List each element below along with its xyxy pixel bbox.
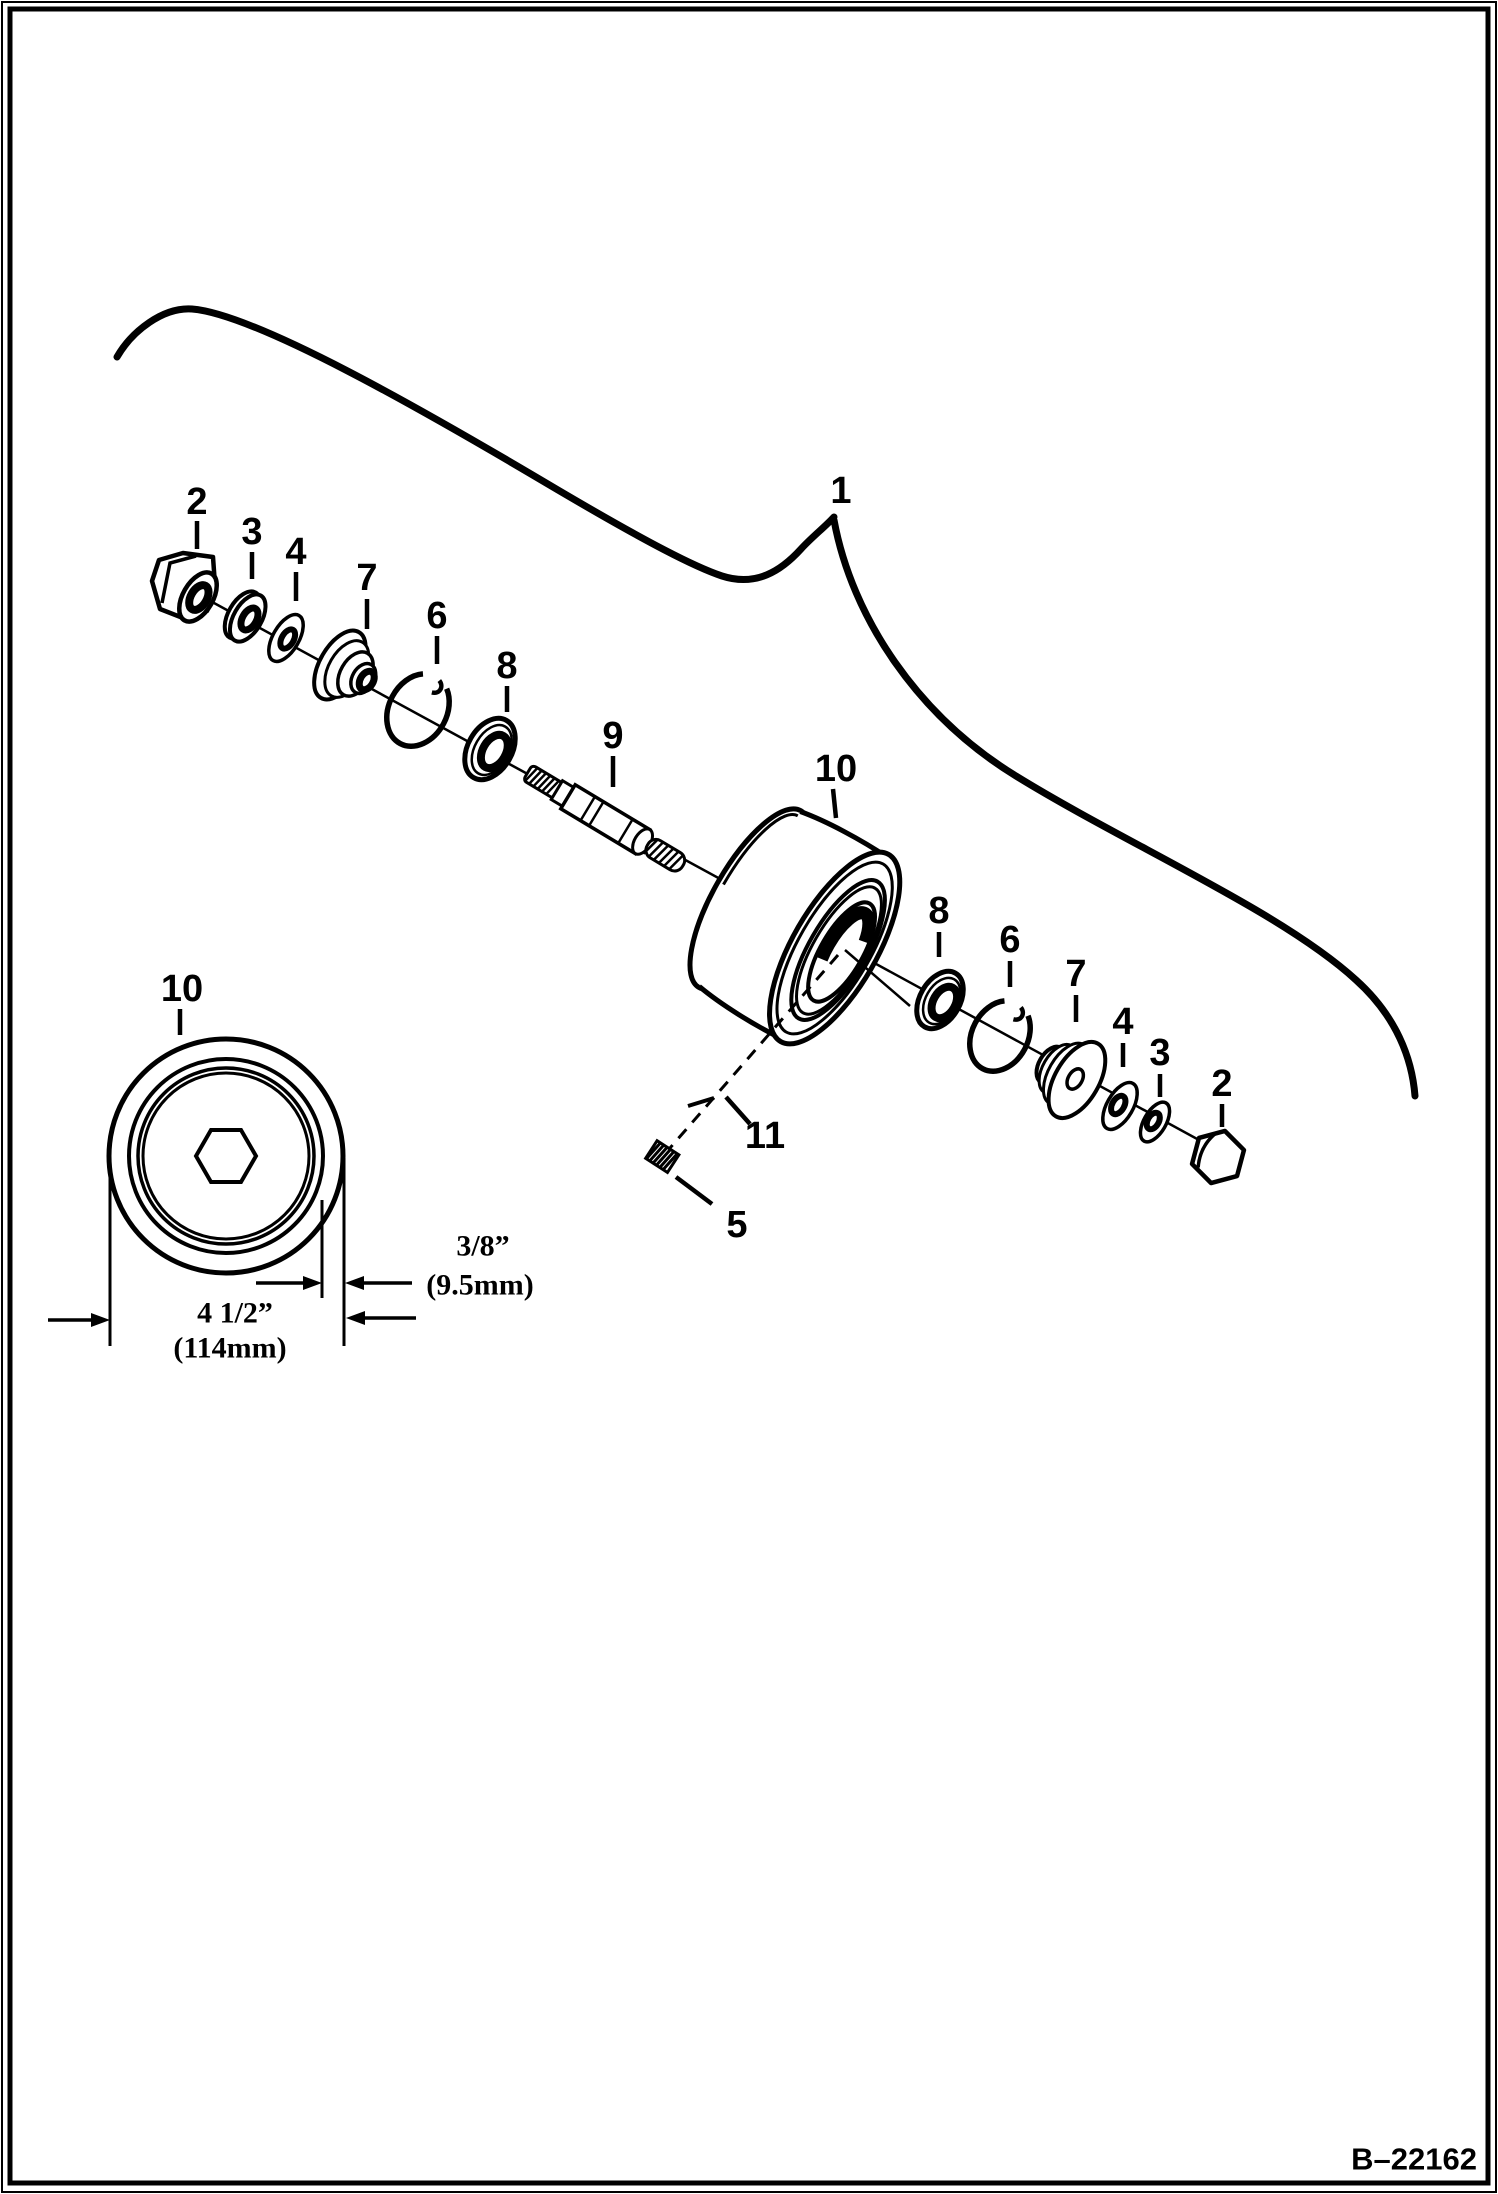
callout-2-right: 2	[1211, 1063, 1233, 1105]
callout-3-left: 3	[241, 511, 263, 553]
part-3-washer-right	[1134, 1097, 1175, 1146]
callout-8-left: 8	[496, 645, 518, 687]
callout-9: 9	[602, 715, 624, 757]
flange-dimension-label: 3/8”	[456, 1229, 510, 1263]
callout-5: 5	[726, 1204, 748, 1246]
callout-10-roller: 10	[814, 748, 858, 790]
callout-10-front-view: 10	[160, 968, 204, 1010]
callout-4-left: 4	[285, 531, 307, 573]
flange-dimension-metric: (9.5mm)	[426, 1268, 534, 1302]
part-9-shaft	[521, 761, 691, 878]
hex-socket	[196, 1130, 256, 1182]
callout-11: 11	[744, 1115, 786, 1157]
callout-8-right: 8	[928, 890, 950, 932]
callout-6-right: 6	[999, 919, 1021, 961]
inner-border	[10, 9, 1488, 2183]
part-7-seal-left	[304, 622, 392, 717]
diameter-dimension-metric: (114mm)	[173, 1331, 287, 1365]
outer-border	[2, 2, 1496, 2192]
callout-7-left: 7	[356, 557, 378, 599]
part-6-snap-ring-left	[375, 663, 462, 757]
callout-4-right: 4	[1112, 1001, 1134, 1043]
roller-front-view	[109, 1039, 343, 1273]
part-2-hex-bolt-right	[1182, 1121, 1253, 1192]
drawing-number: B–22162	[1351, 2141, 1477, 2177]
callout-7-right: 7	[1065, 953, 1087, 995]
callout-1: 1	[830, 470, 852, 512]
part-8-bearing-left	[454, 709, 525, 788]
part-6-snap-ring-right	[958, 990, 1042, 1082]
callout-3-right: 3	[1149, 1032, 1171, 1074]
part-4-washer-left	[262, 609, 311, 667]
part-2-flange-nut-left	[152, 553, 224, 628]
callout-2-left: 2	[186, 481, 208, 523]
part-3-washer-left	[217, 585, 272, 647]
part-10-roller	[665, 787, 925, 1062]
part-5-grease-fitting	[646, 1141, 679, 1173]
part-8-bearing-right	[907, 963, 973, 1037]
diameter-dimension-label: 4 1/2”	[197, 1296, 273, 1330]
callout-6-left: 6	[426, 595, 448, 637]
